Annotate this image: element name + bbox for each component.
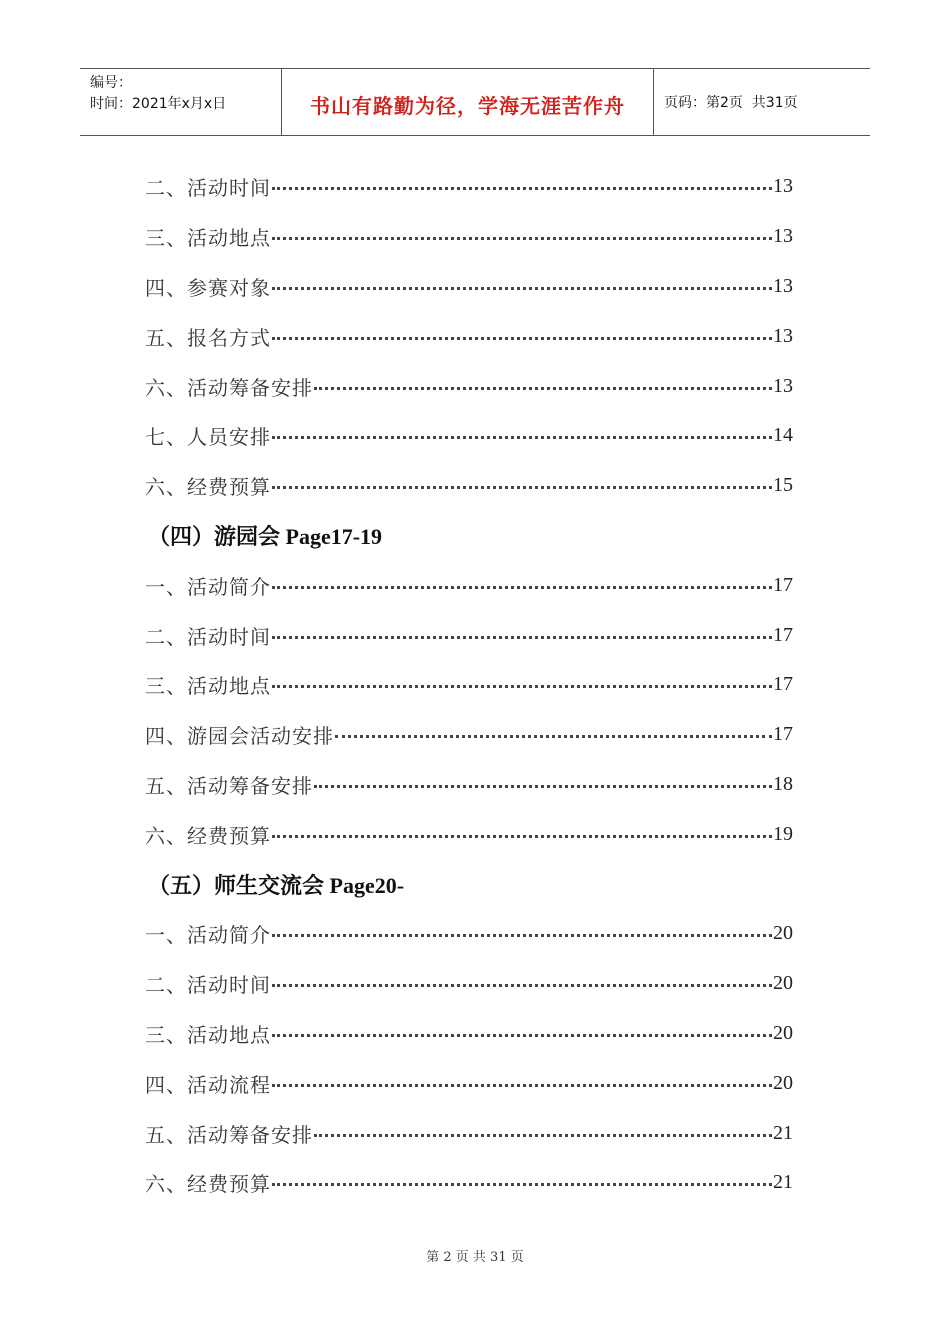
dot-leader xyxy=(272,914,772,937)
toc-entry-label: 六、活动筹备安排 xyxy=(145,375,313,400)
dot-leader xyxy=(272,815,772,838)
toc-entry-page: 13 xyxy=(773,374,793,397)
toc-entry-page: 20 xyxy=(773,1021,793,1044)
toc-entry[interactable] xyxy=(145,1009,793,1059)
toc-entry[interactable] xyxy=(145,1058,793,1108)
toc-entry[interactable] xyxy=(145,311,793,361)
toc-entry-label: 一、活动简介 xyxy=(145,923,271,948)
toc-entry-label: 六、经费预算 xyxy=(145,1172,271,1197)
toc-entry[interactable] xyxy=(145,262,793,312)
motto-text: 书山有路勤为径，学海无涯苦作舟 xyxy=(310,93,625,118)
toc-entry-label: 六、经费预算 xyxy=(145,823,271,848)
toc-entry-page: 17 xyxy=(773,623,793,646)
toc-entry-page: 21 xyxy=(773,1171,793,1194)
toc-entry[interactable] xyxy=(145,610,793,660)
toc-entry-label: 一、活动简介 xyxy=(145,574,271,599)
toc-entry[interactable] xyxy=(145,1158,793,1208)
toc-section-heading xyxy=(145,511,793,561)
toc-entry[interactable] xyxy=(145,212,793,262)
dot-leader xyxy=(272,616,772,639)
header-page-label: 页码：第2页 共31页 xyxy=(664,95,798,111)
toc-entry[interactable] xyxy=(145,162,793,212)
header-page-cell xyxy=(654,69,870,135)
dot-leader xyxy=(272,466,772,489)
toc-entry-label: 二、活动时间 xyxy=(145,624,271,649)
dot-leader xyxy=(314,1114,772,1137)
dot-leader xyxy=(272,665,772,688)
toc-entry-page: 17 xyxy=(773,673,793,696)
toc-entry-label: 五、报名方式 xyxy=(145,325,271,350)
toc-entry-label: 四、活动流程 xyxy=(145,1072,271,1097)
table-of-contents xyxy=(145,162,793,1208)
dot-leader xyxy=(272,1014,772,1037)
time-label: 时间：2021年x月x日 xyxy=(90,96,227,112)
toc-entry-page: 20 xyxy=(773,972,793,995)
dot-leader xyxy=(272,1163,772,1186)
toc-entry-page: 18 xyxy=(773,772,793,795)
toc-entry[interactable] xyxy=(145,710,793,760)
toc-entry-label: 四、参赛对象 xyxy=(145,275,271,300)
number-label: 编号： xyxy=(90,75,132,91)
header-motto-cell xyxy=(282,69,654,135)
toc-entry-page: 20 xyxy=(773,922,793,945)
toc-entry-label: 五、活动筹备安排 xyxy=(145,1122,313,1147)
page-header xyxy=(80,68,870,136)
toc-entry-page: 13 xyxy=(773,324,793,347)
footer-page-number: 第 2 页 共 31 页 xyxy=(426,1250,524,1265)
dot-leader xyxy=(272,566,772,589)
dot-leader xyxy=(272,217,772,240)
toc-entry[interactable] xyxy=(145,760,793,810)
toc-entry[interactable] xyxy=(145,560,793,610)
toc-entry-label: 二、活动时间 xyxy=(145,973,271,998)
dot-leader xyxy=(314,367,772,390)
toc-entry-page: 19 xyxy=(773,822,793,845)
toc-entry-label: 六、经费预算 xyxy=(145,475,271,500)
page-footer xyxy=(0,1246,950,1265)
toc-entry-label: 三、活动地点 xyxy=(145,674,271,699)
toc-entry-page: 17 xyxy=(773,723,793,746)
dot-leader xyxy=(272,416,772,439)
dot-leader xyxy=(272,1064,772,1087)
toc-entry[interactable] xyxy=(145,809,793,859)
toc-entry-label: 七、人员安排 xyxy=(145,425,271,450)
toc-entry-label: 三、活动地点 xyxy=(145,1022,271,1047)
toc-entry-page: 15 xyxy=(773,474,793,497)
toc-entry[interactable] xyxy=(145,1108,793,1158)
dot-leader xyxy=(272,317,772,340)
section-title: （四）游园会 Page17-19 xyxy=(148,523,383,549)
toc-entry-page: 13 xyxy=(773,274,793,297)
toc-entry-page: 20 xyxy=(773,1071,793,1094)
dot-leader xyxy=(314,765,772,788)
section-title: （五）师生交流会 Page20- xyxy=(148,872,405,898)
toc-entry-page: 14 xyxy=(773,424,793,447)
toc-entry[interactable] xyxy=(145,461,793,511)
toc-entry[interactable] xyxy=(145,909,793,959)
dot-leader xyxy=(335,715,772,738)
toc-entry[interactable] xyxy=(145,361,793,411)
toc-entry-page: 13 xyxy=(773,225,793,248)
dot-leader xyxy=(272,964,772,987)
toc-entry-label: 三、活动地点 xyxy=(145,226,271,251)
toc-entry-page: 13 xyxy=(773,175,793,198)
toc-section-heading xyxy=(145,859,793,909)
dot-leader xyxy=(272,267,772,290)
toc-entry-label: 五、活动筹备安排 xyxy=(145,773,313,798)
toc-entry[interactable] xyxy=(145,959,793,1009)
toc-entry-page: 21 xyxy=(773,1121,793,1144)
toc-entry[interactable] xyxy=(145,660,793,710)
toc-entry-label: 四、游园会活动安排 xyxy=(145,724,334,749)
dot-leader xyxy=(272,167,772,190)
header-meta xyxy=(80,69,282,135)
toc-entry-page: 17 xyxy=(773,573,793,596)
toc-entry-label: 二、活动时间 xyxy=(145,176,271,201)
toc-entry[interactable] xyxy=(145,411,793,461)
